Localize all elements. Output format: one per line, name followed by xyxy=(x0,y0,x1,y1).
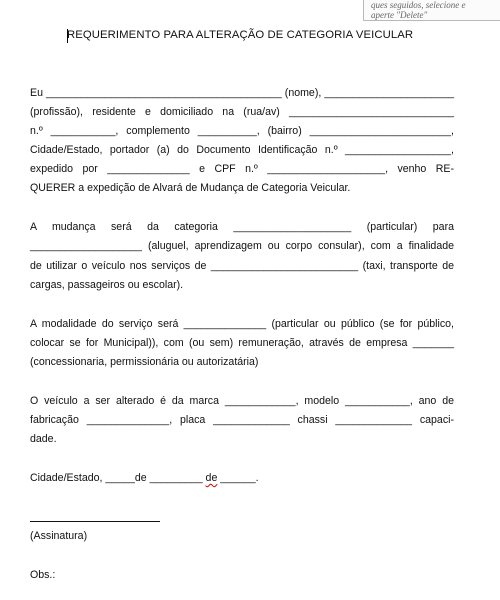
obs-label[interactable]: Obs.: xyxy=(30,569,56,581)
paragraph-1-line-1[interactable]: Eu ________________________________________ (nome), ______________________ xyxy=(30,87,454,99)
paragraph-1-line-6[interactable]: QUERER a expedição de Alvará de Mudança de Categoria Veicular. xyxy=(30,182,351,194)
paragraph-3-line-2[interactable]: colocar se for Municipal)), com (ou sem) remuneração, através de empresa _______ xyxy=(30,337,454,349)
paragraph-2-line-4[interactable]: cargas, passageiros ou escolar). xyxy=(30,279,184,291)
paragraph-2-line-2[interactable]: ___________________ (aluguel, aprendizagem ou corpo consular), com a finalidade xyxy=(30,240,454,252)
date-line[interactable] xyxy=(30,469,259,488)
comment-text-line-1: ques seguidos, selecione e xyxy=(371,0,466,10)
paragraph-1-line-3[interactable]: n.º ___________, complemento __________, (bairro) ________________________, xyxy=(30,125,454,137)
paragraph-3-line-1[interactable]: A modalidade do serviço será ______________ (particular ou público (se for público, xyxy=(30,318,454,330)
document-title[interactable]: REQUERIMENTO PARA ALTERAÇÃO DE CATEGORIA VEICULAR xyxy=(67,29,414,41)
paragraph-4-line-2[interactable]: fabricação ______________, placa _____________ chassi _____________ capaci- xyxy=(30,414,454,426)
comment-balloon xyxy=(363,0,500,21)
date-line-end: ______. xyxy=(217,472,259,484)
signature-line xyxy=(30,521,160,522)
paragraph-3-line-3[interactable]: (concessionaria, permissionária ou autorizatária) xyxy=(30,356,259,368)
paragraph-2-line-3[interactable]: de utilizar o veículo nos serviços de _________________________ (taxi, transporte de xyxy=(30,260,454,272)
paragraph-4-line-1[interactable]: O veículo a ser alterado é da marca ____________, modelo ___________, ano de xyxy=(30,395,454,407)
spelling-flagged-word[interactable]: de xyxy=(205,472,218,484)
paragraph-2-line-1[interactable]: A mudança será da categoria ____________________ (particular) para xyxy=(30,221,454,233)
paragraph-1-line-5[interactable]: expedido por ______________ e CPF n.º ____________________, venho RE- xyxy=(30,163,454,175)
signature-caption[interactable]: (Assinatura) xyxy=(30,530,88,542)
date-line-start: Cidade/Estado, _____de _________ xyxy=(30,472,206,484)
comment-text-line-2: aperte "Delete" xyxy=(371,10,428,20)
paragraph-1-line-4[interactable]: Cidade/Estado, portador (a) do Documento Identificação n.º __________________, xyxy=(30,144,454,156)
paragraph-1-line-2[interactable]: (profissão), residente e domiciliado na (rua/av) ____________________________ xyxy=(30,106,454,118)
paragraph-4-line-3[interactable]: dade. xyxy=(30,433,57,445)
